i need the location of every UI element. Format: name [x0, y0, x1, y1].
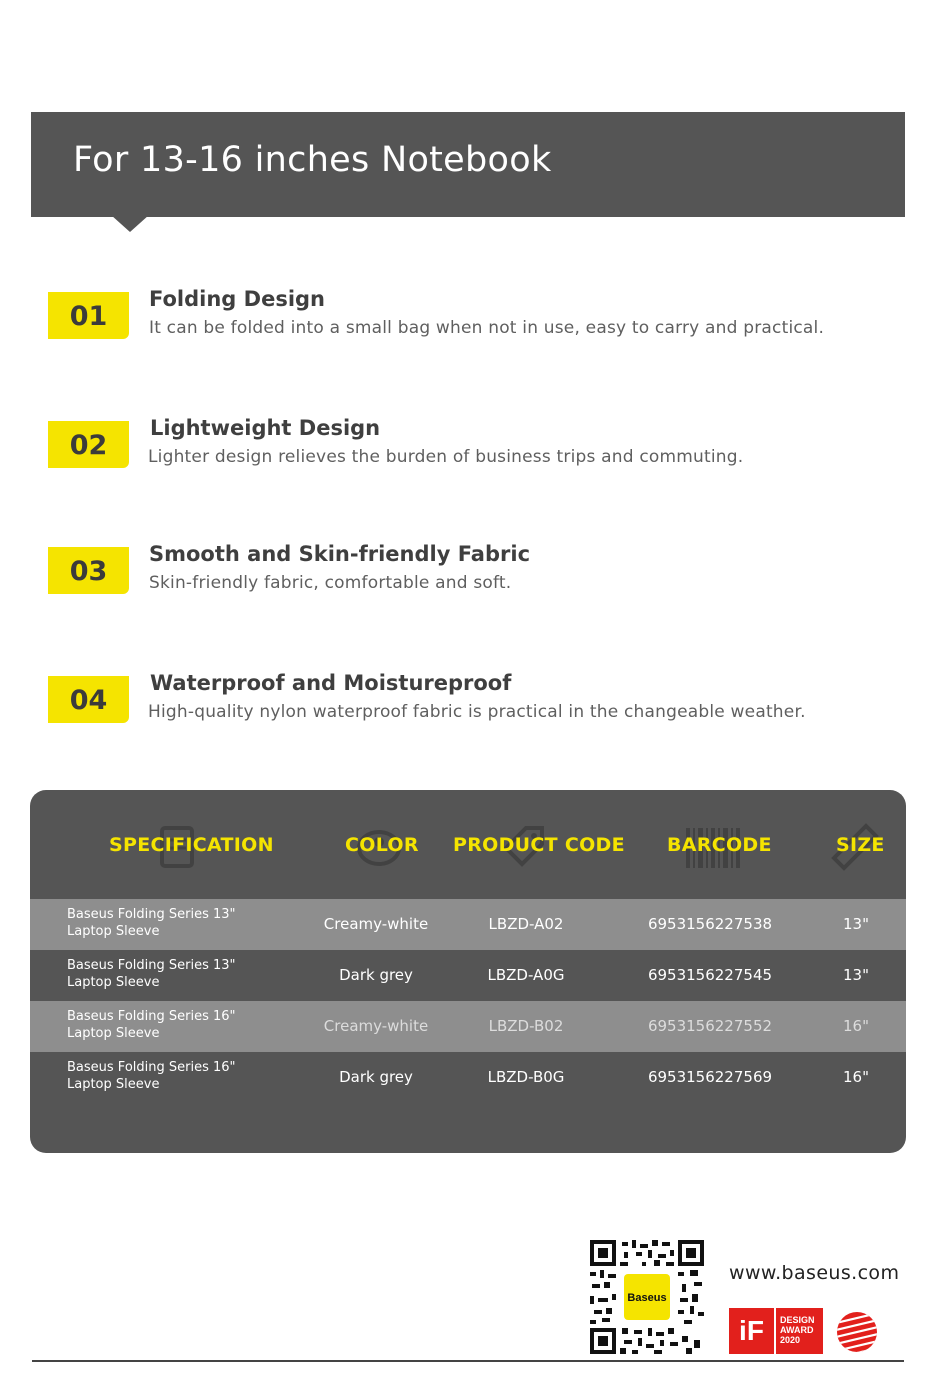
- barcode-cell: 6953156227569: [647, 1068, 773, 1086]
- spec-cell: [67, 1059, 236, 1093]
- qr-code[interactable]: [590, 1240, 704, 1354]
- color-cell: Dark grey: [339, 1068, 413, 1086]
- header-banner: [31, 112, 905, 217]
- banner-pointer: [111, 215, 149, 232]
- barcode-cell: 6953156227545: [647, 966, 773, 984]
- color-cell: Dark grey: [339, 966, 413, 984]
- qr-brand-text: Baseus: [627, 1292, 667, 1304]
- feature-description: It can be folded into a small bag when not in use, easy to carry and practical.: [149, 318, 825, 338]
- award-line: 2020: [779, 1335, 801, 1345]
- feature-title: Folding Design: [149, 287, 325, 311]
- code-cell: LBZD-B0G: [487, 1068, 565, 1086]
- code-cell: LBZD-A0G: [487, 966, 565, 984]
- spec-line: Laptop Sleeve: [67, 1077, 160, 1092]
- table-row: [30, 1001, 906, 1052]
- table-row: [30, 950, 906, 1001]
- feature-description: High-quality nylon waterproof fabric is practical in the changeable weather.: [148, 702, 806, 722]
- feature-number-badge: 01: [48, 292, 129, 339]
- award-line: AWARD: [779, 1325, 814, 1335]
- spec-line: Laptop Sleeve: [67, 924, 160, 939]
- feature-description: Lighter design relieves the burden of business trips and commuting.: [148, 447, 744, 467]
- if-logo-mark: iF: [729, 1308, 774, 1354]
- feature-item: [48, 287, 908, 362]
- color-cell: Creamy-white: [323, 915, 429, 933]
- col-header-color: COLOR: [345, 834, 419, 856]
- code-cell: LBZD-A02: [488, 915, 564, 933]
- page-title: For 13-16 inches Notebook: [73, 140, 552, 180]
- spec-line: Baseus Folding Series 16": [67, 1009, 236, 1024]
- color-cell: Creamy-white: [323, 1017, 429, 1035]
- col-header-specification: SPECIFICATION: [109, 834, 274, 856]
- size-cell: 16": [843, 1068, 869, 1086]
- spec-line: Baseus Folding Series 16": [67, 1060, 236, 1075]
- feature-title: Lightweight Design: [150, 416, 381, 440]
- feature-item: [48, 671, 908, 746]
- spec-table: [30, 790, 906, 1153]
- award-line: DESIGN: [779, 1315, 815, 1325]
- feature-title: Waterproof and Moistureproof: [150, 671, 512, 695]
- size-cell: 13": [843, 915, 869, 933]
- feature-number-badge: 04: [48, 676, 129, 723]
- col-header-product-code: PRODUCT CODE: [453, 834, 625, 856]
- spec-line: Baseus Folding Series 13": [67, 907, 236, 922]
- feature-number-badge: 02: [48, 421, 129, 468]
- spec-cell: [67, 957, 236, 991]
- barcode-cell: 6953156227552: [647, 1017, 773, 1035]
- barcode-cell: 6953156227538: [647, 915, 773, 933]
- red-dot-icon: [836, 1311, 878, 1353]
- website-link[interactable]: www.baseus.com: [729, 1262, 900, 1284]
- spec-cell: [67, 906, 236, 940]
- feature-title: Smooth and Skin-friendly Fabric: [149, 542, 531, 566]
- award-text: [776, 1308, 823, 1354]
- feature-item: [48, 542, 908, 617]
- table-row: [30, 899, 906, 950]
- size-cell: 16": [843, 1017, 869, 1035]
- spec-cell: [67, 1008, 236, 1042]
- table-row: [30, 1052, 906, 1103]
- size-cell: 13": [843, 966, 869, 984]
- code-cell: LBZD-B02: [488, 1017, 564, 1035]
- col-header-barcode: BARCODE: [667, 834, 772, 856]
- spec-line: Baseus Folding Series 13": [67, 958, 236, 973]
- spec-line: Laptop Sleeve: [67, 975, 160, 990]
- feature-description: Skin-friendly fabric, comfortable and soft.: [149, 573, 512, 593]
- if-design-award-logo: [729, 1308, 823, 1354]
- footer-divider: [32, 1360, 904, 1362]
- col-header-size: SIZE: [836, 834, 885, 856]
- spec-line: Laptop Sleeve: [67, 1026, 160, 1041]
- feature-item: [48, 416, 908, 491]
- feature-number-badge: 03: [48, 547, 129, 594]
